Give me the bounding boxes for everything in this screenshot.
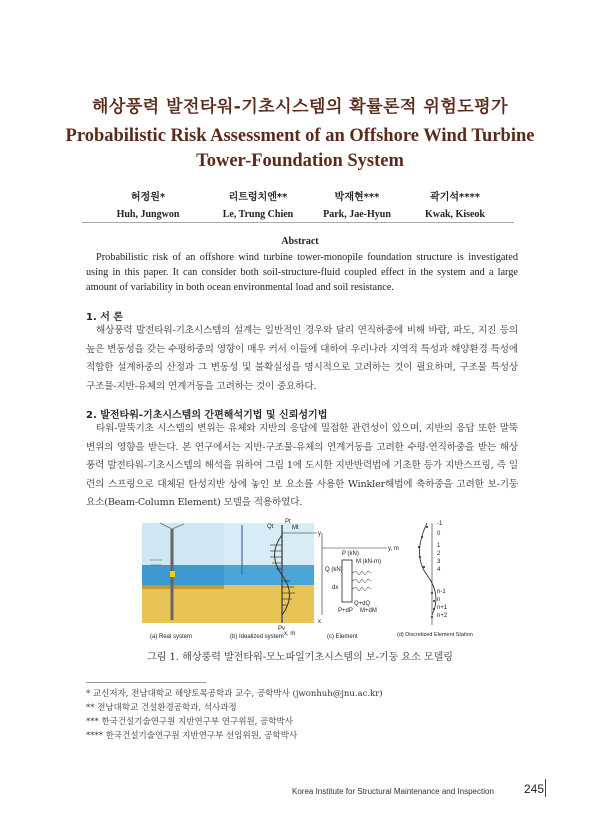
author-1-en: Huh, Jungwon	[116, 209, 180, 220]
title-korean: 해상풍력 발전타워-기초시스템의 확률론적 위험도평가	[91, 97, 509, 117]
author-4-ko: 곽기석****	[430, 192, 480, 203]
footnote-rule	[86, 682, 206, 683]
label-qt: Qt	[267, 524, 274, 530]
author-1-ko: 허정원*	[130, 192, 166, 203]
label-node-2: 2	[437, 551, 441, 557]
idealized-system-illustration	[224, 519, 321, 637]
section-2-heading: 2. 발전타워-기초시스템의 간편해석기법 및 신뢰성기법	[86, 410, 328, 421]
page-number-bar	[545, 779, 546, 797]
author-4-en: Kwak, Kiseok	[424, 209, 485, 220]
abstract-heading: Abstract	[281, 236, 319, 247]
label-node-3: 3	[437, 559, 441, 565]
title-english	[40, 124, 560, 174]
label-dx: dx	[332, 585, 339, 591]
author-2-ko: 리트렁치엔**	[228, 192, 288, 203]
author-3-ko: 박재현***	[334, 192, 380, 203]
label-y-m: y, m	[388, 546, 399, 552]
abstract-text: Probabilistic risk of an offshore wind turbine tower-monopile foundation structure is investigated using in this paper. It can consider both soil-structure-fluid coupled effect in the system and a large amount of variability in both ocean environmental load and soil resistance.	[86, 252, 518, 293]
section-2-text: 타워-말뚝기초 시스템의 변위는 유체와 지반의 응답에 밀접한 관련성이 있으며, 지반의 응답 또한 말뚝변위의 영향을 받는다. 본 연구에서는 지반-구조물-유체의 연계거동을 고려한 수평·연직하중을 받는 해상풍력 발전타워-기초시스템의 해석을 위하여 그림 1에 도시한 지반반력법에 기초한 등가 지반스프링, 즉 일련의 스프링으로 대체된 탄성지반 상에 놓인 보 요소를 사용한 Winkler해법에 축하중을 고려한 보-기둥 요소(Beam-Column Element) 모델을 적용하였다.	[86, 423, 518, 508]
label-node-n-plus1: n+1	[437, 605, 448, 611]
label-node-minus1: -1	[437, 521, 443, 527]
title-english-line1: Probabilistic Risk Assessment of an Offshore Wind Turbine	[65, 126, 535, 146]
author-3	[312, 188, 402, 220]
real-system-illustration	[142, 523, 224, 623]
footnote-2: ** 전남대학교 건설환경공학과, 석사과정	[86, 703, 237, 713]
figure-1	[142, 515, 473, 640]
header-rule	[82, 222, 514, 223]
footnote-1: * 교신저자, 전남대학교 해양토목공학과 교수, 공학박사 (jwonhuh@jnu.ac.kr)	[86, 689, 383, 699]
author-3-en: Park, Jae-Hyun	[323, 209, 391, 220]
label-node-4: 4	[437, 567, 441, 573]
label-node-n-plus2: n+2	[437, 613, 448, 619]
discretized-illustration	[418, 521, 448, 625]
label-p-kn: P (kN)	[342, 551, 359, 557]
footnote-3: *** 한국건설기술연구원 지반연구부 연구위원, 공학박사	[86, 717, 293, 727]
label-p-dp: P+dP	[338, 608, 353, 614]
label-q-kn: Q (kN)	[325, 567, 343, 573]
page-number: 245	[524, 782, 545, 796]
label-x: x	[318, 619, 321, 625]
label-node-n-minus1: n-1	[437, 589, 446, 595]
subcaption-d: (d) Discretized Element Station	[397, 632, 473, 638]
label-node-1: 1	[437, 543, 441, 549]
element-illustration	[318, 533, 399, 625]
author-2-en: Le, Trung Chien	[222, 209, 294, 220]
author-1	[108, 188, 188, 220]
label-pv: Pv	[278, 626, 286, 632]
label-m-dm: M+dM	[360, 608, 377, 614]
subcaption-c: (c) Element	[327, 634, 358, 640]
footer-institute: Korea Institute for Structural Maintenance and Inspection	[292, 787, 494, 796]
footnote-4: **** 한국건설기술연구원 지반연구부 선임위원, 공학박사	[86, 731, 298, 741]
section-1-text: 해상풍력 발전타워-기초시스템의 설계는 일반적인 경우와 달리 연직하중에 비해 바람, 파도, 지진 등의 높은 변동성을 갖는 수평하중의 영향이 매우 커서 이들에 대하여 우리나라 지역적 특성과 해양환경 특성에 적합한 설계하중의 산정과 그 변동성 및 불확실성을 명시적으로 고려하는 것이 필요하며, 구조물 특성상 구조물-지반-유체의 연계거동을 고려하는 것이 중요하다.	[86, 325, 518, 392]
label-x-m: x, m	[284, 631, 296, 637]
label-node-n: n	[437, 597, 441, 603]
author-2	[208, 188, 308, 220]
title-english-line2: Tower-Foundation System	[196, 151, 404, 171]
label-y-axis: y	[318, 531, 321, 537]
label-q-dq: Q+dQ	[354, 601, 371, 607]
figure-caption: 그림 1. 해상풍력 발전타워-모노파일기초시스템의 보-기둥 요소 모델링	[147, 652, 453, 663]
section-1-heading: 1. 서 론	[86, 312, 124, 323]
label-mt: Mt	[292, 525, 299, 531]
subcaption-a: (a) Real system	[150, 634, 193, 640]
subcaption-b: (b) Idealized system	[230, 634, 284, 640]
label-pt: Pt	[285, 519, 291, 525]
author-4	[410, 188, 500, 220]
label-node-0: 0	[437, 531, 441, 537]
label-m-knm: M (kN-m)	[356, 559, 381, 565]
